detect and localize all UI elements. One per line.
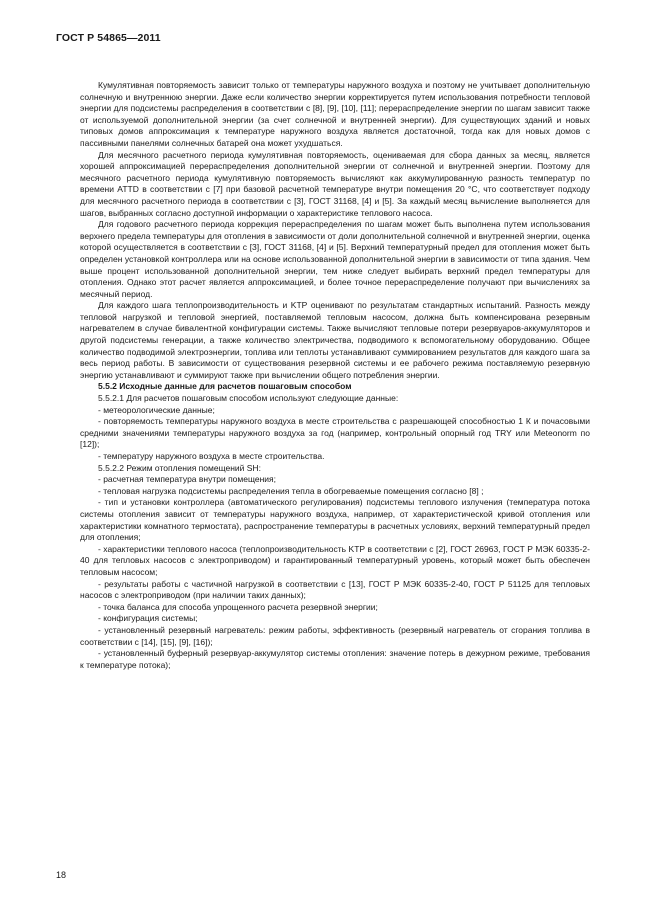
paragraph-6: 5.5.2.1 Для расчетов пошаговым способом используют следующие данные: xyxy=(98,393,399,404)
section-heading: 5.5.2 Исходные данные для расчетов пошаговым способом xyxy=(98,381,352,392)
body-text xyxy=(80,80,590,671)
list-item: - тепловая нагрузка подсистемы распределения тепла в обогреваемые помещения согласно [8] ; xyxy=(98,485,484,496)
list-item: - точка баланса для способа упрощенного расчета резервной энергии; xyxy=(98,601,378,612)
list-item: - метеорологические данные; xyxy=(98,404,215,415)
list-item: - расчетная температура внутри помещения; xyxy=(98,474,277,485)
list-item: - характеристики теплового насоса (теплопроизводительность KТР в соответствии с [2], ГОСТ 26963, ГОСТ Р МЭК 60335-2-40 для тепловых насосов с электроприводом) и гарантированный температурный уровень, который может быть обеспечен тепловым насосом; xyxy=(80,543,590,577)
list-item: - установленный буферный резервуар-аккумулятор системы отопления: значение потерь в дежурном режиме, требования к температуре потока); xyxy=(80,648,590,670)
paragraph-10: 5.5.2.2 Режим отопления помещений SH: xyxy=(98,462,261,473)
standard-header: ГОСТ Р 54865—2011 xyxy=(56,32,161,44)
paragraph-1: Кумулятивная повторяемость зависит только от температуры наружного воздуха и поэтому не учитывает дополнительную солнечную и внутреннюю энергии. Даже если количество энергии корректируется путем использования потребности тепловой энергии для подсистемы распределения в соответствии с [8], [9], [10], [11]; перераспределение энергии по шагам зависит также от используемой дополнительной энергии (за счет солнечной и внутренней энергии). Для существующих зданий и новых типовых домов аппроксимация к температуре наружного воздуха является достаточной, тогда как для новых домов с пассивными панелями солнечных батарей она может ухудшаться. xyxy=(80,80,590,148)
list-item: - результаты работы с частичной нагрузкой в соответствии с [13], ГОСТ Р МЭК 60335-2-40, ГОСТ Р 51125 для тепловых насосов с электроприводом (при наличии таких данных); xyxy=(80,578,590,601)
paragraph-3: Для годового расчетного периода коррекция перераспределения по шагам может быть выполнена путем использования верхнего предела температуры для отопления в зависимости от доли дополнительной солнечной и внутренней энергии, оценка которой осуществляется в соответствии с [3], ГОСТ 31168, [4] и [5]. Верхний температурный предел для отопления может быть определен установкой контроллера или на основе использованной дополнительной энергии в зависимости от типа здания. Чем выше процент использованной дополнительной энергии, тем ниже следует выбирать верхний предел температуры для отопления. Однако этот расчет является аппроксимацией, и более точное перераспределение получают при вычислениях за месячный период. xyxy=(80,219,590,299)
paragraph-4: Для каждого шага теплопроизводительность и KТР оценивают по результатам стандартных испытаний. Разность между тепловой нагрузкой и тепловой энергией, поставляемой тепловым насосом, должна быть компенсирована резервным нагревателем в случае бивалентной конфигурации системы. Также вычисляют тепловые потери резервуаров-аккумуляторов и другой подсистемы генерации, а также количество электричества, подводимого к вспомогательному оборудованию. Общее количество подводимой электроэнергии, топлива или теплоты устанавливают суммированием результатов для каждого шага за весь период работы. В зависимости от существования резервной системы и ее рабочего режима поставляемую резервную энергию устанавливают и суммируют также при вычислении общего потребления энергии. xyxy=(80,300,590,380)
paragraph-2: Для месячного расчетного периода кумулятивная повторяемость, оцениваемая для сбора данных за месяц, является хорошей аппроксимацией перераспределения дополнительной энергии от солнечной и внутренней энергии. Поэтому для месячного расчетного периода кумулятивную повторяемость вычисляют как аккумулированную разность температур по времени ATTD в соответствии с [7] при базовой расчетной температуре внутри помещения 20 °C, что соответствует подходу для месячного расчетного периода в соответствии с [3], ГОСТ 31168, [4] и [5]. За каждый месяц вычисление выполняется для шагов, выбранных согласно доступной информации о характеристике теплового насоса. xyxy=(80,149,590,218)
list-item: - установленный резервный нагреватель: режим работы, эффективность (резервный нагреватель от сгорания топлива в соответствии с [14], [15], [9], [16]); xyxy=(80,624,590,647)
list-item: - тип и установки контроллера (автоматического регулирования) подсистемы теплового излучения (температура потока системы отопления зависит от температуры наружного воздуха, например, от характеристической кривой отопления или характеристики комнатного термостата), распространение температуры в расчетных условиях, верхний температурный предел для отопления; xyxy=(80,497,590,543)
list-item: - повторяемость температуры наружного воздуха в месте строительства с разрешающей способностью 1 К и почасовыми средними значениями температуры наружного воздуха за год (например, контрольный опорный год TRY или Meteonorm по [12]); xyxy=(80,416,590,450)
list-item: - конфигурация системы; xyxy=(98,613,198,624)
page-number: 18 xyxy=(56,870,67,880)
list-item: - температуру наружного воздуха в месте строительства. xyxy=(98,451,325,461)
